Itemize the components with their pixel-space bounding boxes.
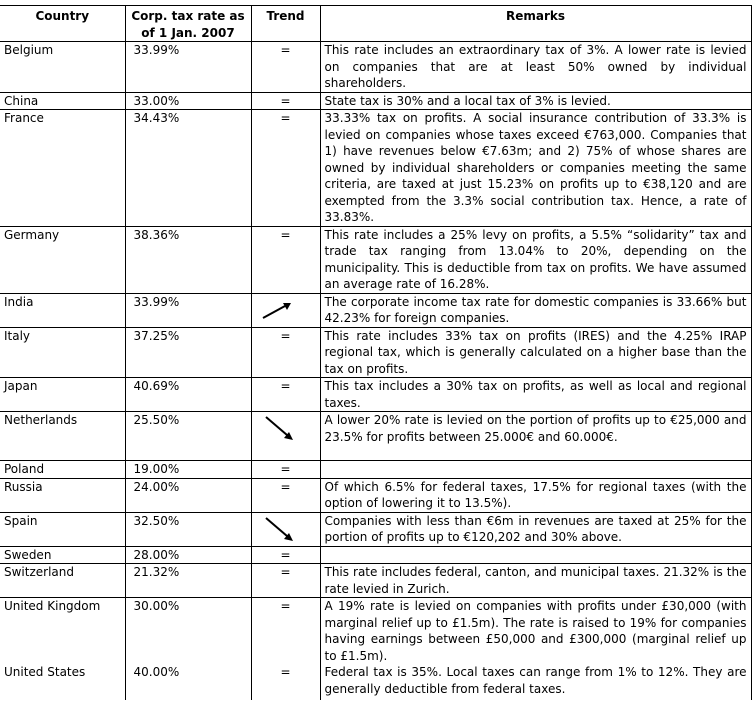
country-cell: Italy <box>0 327 125 378</box>
country-cell: Poland <box>0 461 125 479</box>
country-cell: Belgium <box>0 42 125 93</box>
trend-cell: = <box>251 461 320 479</box>
country-cell: Germany <box>0 226 125 293</box>
table-row <box>0 564 751 598</box>
remarks-cell: This tax includes a 30% tax on profits, as well as local and regional taxes. <box>320 378 751 412</box>
trend-cell: = <box>251 92 320 110</box>
header-remarks: Remarks <box>320 6 751 42</box>
country-cell: United Kingdom <box>0 598 125 665</box>
remarks-cell: This rate includes 33% tax on profits (IRES) and the 4.25% IRAP regional tax, which is generally calculated on a higher base than the tax on profits. <box>320 327 751 378</box>
rate-cell: 30.00% <box>125 598 251 665</box>
remarks-cell: State tax is 30% and a local tax of 3% is levied. <box>320 92 751 110</box>
header-row <box>0 6 751 42</box>
rate-cell: 33.99% <box>125 293 251 327</box>
table-row <box>0 378 751 412</box>
remarks-cell: This rate includes an extraordinary tax of 3%. A lower rate is levied on companies that are at least 50% owned by individual shareholders. <box>320 42 751 93</box>
country-cell: Netherlands <box>0 412 125 461</box>
trend-cell: = <box>251 378 320 412</box>
trend-cell: = <box>251 327 320 378</box>
rate-cell: 28.00% <box>125 546 251 564</box>
rate-cell: 37.25% <box>125 327 251 378</box>
header-country: Country <box>0 6 125 42</box>
table-row <box>0 293 751 327</box>
country-cell: Sweden <box>0 546 125 564</box>
table-row <box>0 42 751 93</box>
up-arrow-icon <box>251 293 320 327</box>
remarks-cell: A lower 20% rate is levied on the portion of profits up to €25,000 and 23.5% for profits between 25.000€ and 60.000€. <box>320 412 751 461</box>
rate-cell: 33.00% <box>125 92 251 110</box>
rate-cell: 32.50% <box>125 512 251 546</box>
country-cell: Japan <box>0 378 125 412</box>
table-row <box>0 546 751 564</box>
rate-cell: 19.00% <box>125 461 251 479</box>
rate-cell: 40.00% <box>125 664 251 700</box>
trend-cell: = <box>251 226 320 293</box>
remarks-cell <box>320 461 751 479</box>
rate-cell: 38.36% <box>125 226 251 293</box>
table-row <box>0 598 751 665</box>
trend-cell: = <box>251 664 320 700</box>
table-row <box>0 512 751 546</box>
country-cell: Russia <box>0 478 125 512</box>
header-trend: Trend <box>251 6 320 42</box>
remarks-cell: Companies with less than €6m in revenues are taxed at 25% for the portion of profits up to €120,202 and 30% above. <box>320 512 751 546</box>
rate-cell: 24.00% <box>125 478 251 512</box>
tax-rate-table <box>0 5 752 700</box>
remarks-cell: The corporate income tax rate for domestic companies is 33.66% but 42.23% for foreign companies. <box>320 293 751 327</box>
country-cell: United States <box>4 665 86 679</box>
remarks-cell <box>320 546 751 564</box>
country-cell: France <box>0 110 125 227</box>
table-row <box>0 664 751 700</box>
remarks-cell: 33.33% tax on profits. A social insurance contribution of 33.3% is levied on companies whose taxes exceed €763,000. Companies that 1) have revenues below €7.63m; and 2) 75% of whose shares are owned by individual shareholders or companies meeting the same criteria, are taxed at just 15.23% on profits up to €38,120 and are exempted from the 3.3% social contribution tax. Hence, a rate of 33.83%. <box>320 110 751 227</box>
country-cell: China <box>0 92 125 110</box>
remarks-cell: This rate includes a 25% levy on profits, a 5.5% “solidarity” tax and trade tax ranging from 13.04% to 20%, depending on the municipality. This is deductible from tax on profits. We have assumed an average rate of 16.28%. <box>320 226 751 293</box>
trend-cell: = <box>251 478 320 512</box>
trend-cell: = <box>251 598 320 665</box>
country-cell: Spain <box>0 512 125 546</box>
table-row <box>0 412 751 461</box>
rate-cell: 40.69% <box>125 378 251 412</box>
country-cell: India <box>0 293 125 327</box>
down-arrow-icon <box>251 512 320 546</box>
rate-cell: 21.32% <box>125 564 251 598</box>
down-arrow-icon <box>251 412 320 461</box>
remarks-cell: Federal tax is 35%. Local taxes can range from 1% to 12%. They are generally deductible from federal taxes. <box>320 664 751 700</box>
header-rate: Corp. tax rate as of 1 Jan. 2007 <box>125 6 251 42</box>
table-row <box>0 461 751 479</box>
rate-cell: 33.99% <box>125 42 251 93</box>
trend-cell: = <box>251 546 320 564</box>
country-cell: Switzerland <box>0 564 125 598</box>
table-row <box>0 92 751 110</box>
table-row <box>0 478 751 512</box>
remarks-cell: This rate includes federal, canton, and municipal taxes. 21.32% is the rate levied in Zurich. <box>320 564 751 598</box>
trend-cell: = <box>251 42 320 93</box>
remarks-cell: A 19% rate is levied on companies with profits under £30,000 (with marginal relief up to £1.5m). The rate is raised to 19% for companies having earnings between £50,000 and £300,000 (marginal relief up to £1.5m). <box>320 598 751 665</box>
remarks-cell: Of which 6.5% for federal taxes, 17.5% for regional taxes (with the option of lowering it to 13.5%). <box>320 478 751 512</box>
trend-cell: = <box>251 564 320 598</box>
trend-cell: = <box>251 110 320 227</box>
rate-cell: 25.50% <box>125 412 251 461</box>
table-row <box>0 327 751 378</box>
table-row <box>0 226 751 293</box>
rate-cell: 34.43% <box>125 110 251 227</box>
table-row <box>0 110 751 227</box>
